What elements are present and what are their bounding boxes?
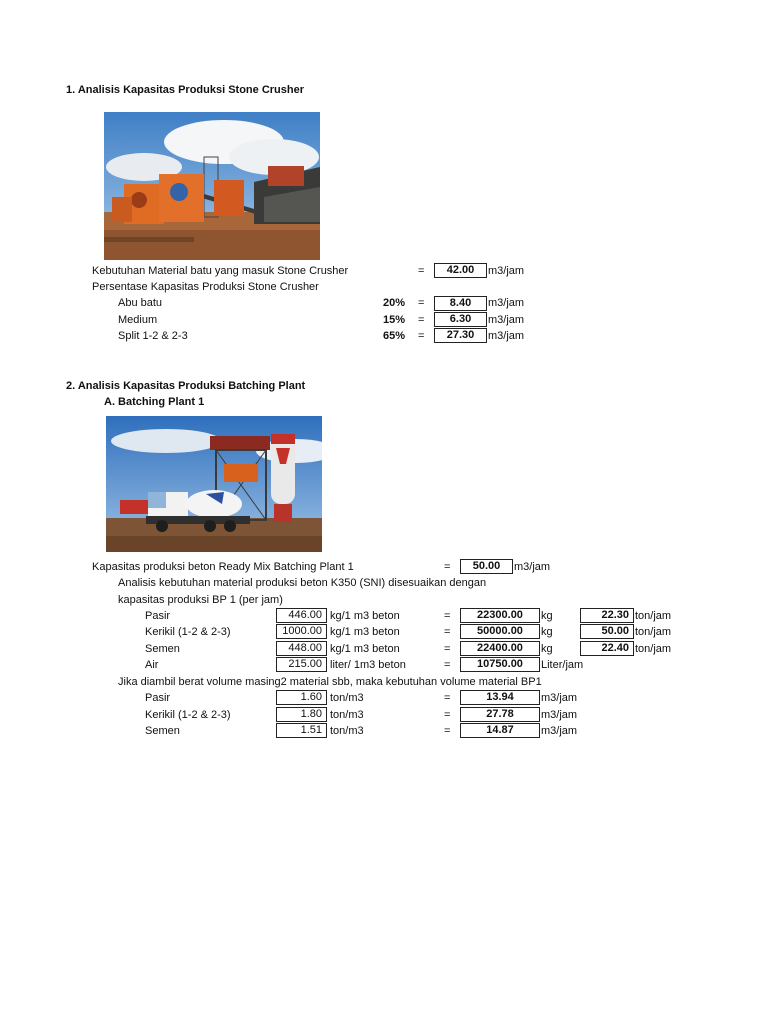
volume-intro: Jika diambil berat volume masing2 material sbb, maka kebutuhan volume material BP1: [118, 676, 542, 688]
material-kerikil-ton: 50.00: [580, 624, 634, 639]
material-semen-qty-unit: kg/1 m3 beton: [330, 643, 400, 655]
material-air-equals: =: [444, 659, 451, 671]
material-pasir-qty: 446.00: [276, 608, 327, 623]
material-semen-equals: =: [444, 643, 451, 655]
volume-kerikil-label: Kerikil (1-2 & 2-3): [145, 709, 231, 721]
material-air-label: Air: [145, 659, 159, 671]
material-semen-total-unit: kg: [541, 643, 553, 655]
material-air-qty-unit: liter/ 1m3 beton: [330, 659, 406, 671]
material-kerikil-equals: =: [444, 626, 451, 638]
material-semen-qty: 448.00: [276, 641, 327, 656]
volume-kerikil-density: 1.80: [276, 707, 327, 722]
volume-pasir-density-unit: ton/m3: [330, 692, 364, 704]
percent-header: Persentase Kapasitas Produksi Stone Crusher: [92, 281, 319, 293]
volume-pasir-value: 13.94: [460, 690, 540, 705]
material-pasir-total: 22300.00: [460, 608, 540, 623]
analysis-line-2: kapasitas produksi BP 1 (per jam): [118, 594, 283, 606]
volume-kerikil-equals: =: [444, 709, 451, 721]
capacity-label: Kapasitas produksi beton Ready Mix Batching Plant 1: [92, 561, 354, 573]
material-kerikil-qty-unit: kg/1 m3 beton: [330, 626, 400, 638]
material-pasir-total-unit: kg: [541, 610, 553, 622]
material-semen-ton: 22.40: [580, 641, 634, 656]
item-abu-batu-pct: 20%: [383, 297, 406, 309]
section1-title: 1. Analisis Kapasitas Produksi Stone Crusher: [66, 84, 305, 96]
section2-subtitle: A. Batching Plant 1: [104, 396, 205, 408]
section2-title: 2. Analisis Kapasitas Produksi Batching Plant: [66, 380, 306, 392]
capacity-value: 50.00: [460, 559, 513, 574]
volume-pasir-unit: m3/jam: [541, 692, 578, 704]
volume-semen-value: 14.87: [460, 723, 540, 738]
item-split-unit: m3/jam: [488, 330, 525, 342]
material-kerikil-qty: 1000.00: [276, 624, 327, 639]
batching-plant-photo: [106, 416, 322, 552]
volume-semen-density-unit: ton/m3: [330, 725, 364, 737]
material-air-total: 10750.00: [460, 657, 540, 672]
analysis-line-1: Analisis kebutuhan material produksi beton K350 (SNI) disesuaikan dengan: [118, 577, 487, 589]
volume-kerikil-density-unit: ton/m3: [330, 709, 364, 721]
volume-kerikil-value: 27.78: [460, 707, 540, 722]
material-kerikil-label: Kerikil (1-2 & 2-3): [145, 626, 231, 638]
material-kerikil-total: 50000.00: [460, 624, 540, 639]
material-air-qty: 215.00: [276, 657, 327, 672]
item-medium-pct: 15%: [383, 314, 406, 326]
item-split-equals: =: [418, 330, 425, 342]
capacity-unit: m3/jam: [514, 561, 551, 573]
volume-pasir-density: 1.60: [276, 690, 327, 705]
volume-kerikil-unit: m3/jam: [541, 709, 578, 721]
material-pasir-label: Pasir: [145, 610, 171, 622]
material-pasir-ton-unit: ton/jam: [635, 610, 672, 622]
material-in-value: 42.00: [434, 263, 487, 278]
volume-semen-equals: =: [444, 725, 451, 737]
capacity-equals: =: [444, 561, 451, 573]
item-medium-value: 6.30: [434, 312, 487, 327]
material-semen-ton-unit: ton/jam: [635, 643, 672, 655]
material-in-label: Kebutuhan Material batu yang masuk Stone Crusher: [92, 265, 349, 277]
material-pasir-equals: =: [444, 610, 451, 622]
volume-semen-unit: m3/jam: [541, 725, 578, 737]
item-medium-label: Medium: [118, 314, 158, 326]
material-kerikil-total-unit: kg: [541, 626, 553, 638]
stone-crusher-photo: [104, 112, 320, 260]
item-split-value: 27.30: [434, 328, 487, 343]
item-abu-batu-equals: =: [418, 297, 425, 309]
item-split-pct: 65%: [383, 330, 406, 342]
material-in-unit: m3/jam: [488, 265, 525, 277]
volume-pasir-equals: =: [444, 692, 451, 704]
volume-pasir-label: Pasir: [145, 692, 171, 704]
item-abu-batu-label: Abu batu: [118, 297, 163, 309]
material-pasir-qty-unit: kg/1 m3 beton: [330, 610, 400, 622]
volume-semen-density: 1.51: [276, 723, 327, 738]
material-in-equals: =: [418, 265, 425, 277]
item-medium-unit: m3/jam: [488, 314, 525, 326]
material-semen-label: Semen: [145, 643, 180, 655]
item-split-label: Split 1-2 & 2-3: [118, 330, 188, 342]
material-semen-total: 22400.00: [460, 641, 540, 656]
volume-semen-label: Semen: [145, 725, 180, 737]
material-kerikil-ton-unit: ton/jam: [635, 626, 672, 638]
item-abu-batu-value: 8.40: [434, 296, 487, 311]
item-medium-equals: =: [418, 314, 425, 326]
material-pasir-ton: 22.30: [580, 608, 634, 623]
material-air-total-unit: Liter/jam: [541, 659, 584, 671]
item-abu-batu-unit: m3/jam: [488, 297, 525, 309]
